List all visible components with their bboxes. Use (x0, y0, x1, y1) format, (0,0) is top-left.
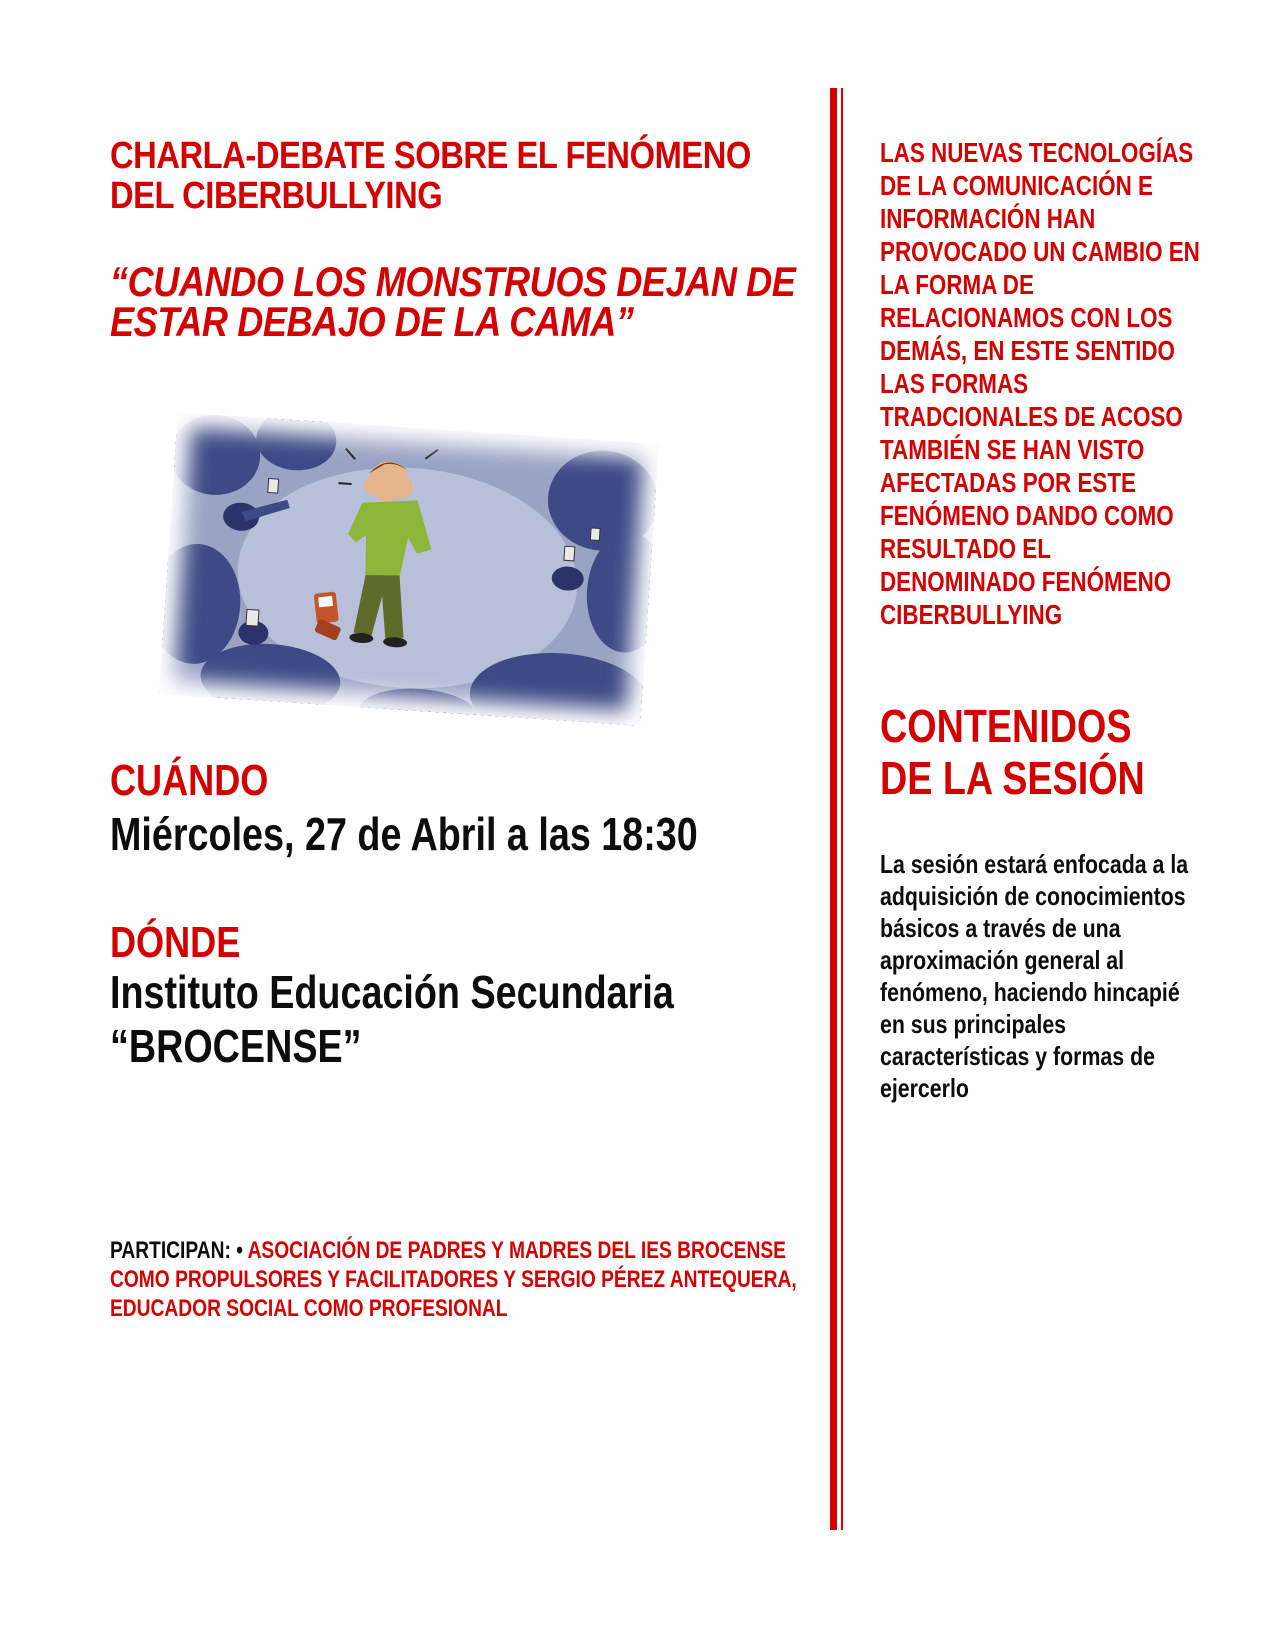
where-line1: Instituto Educación Secundaria (110, 966, 674, 1018)
participants-label: PARTICIPAN: • (110, 1237, 248, 1264)
sidebar-intro: LAS NUEVAS TECNOLOGÍAS DE LA COMUNICACIÓN E INFORMACIÓN HAN PROVOCADO UN CAMBIO EN LA FORMA DE RELACIONAMOS CON LOS DEMÁS, EN ESTE SENTIDO LAS FORMAS TRADCIONALES DE ACOSO TAMBIÉN SE HAN VISTO AFECTADAS POR ESTE FENÓMENO DANDO COMO RESULTADO EL DENOMINADO FENÓMENO CIBERBULLYING (880, 137, 1200, 630)
participants (110, 1236, 798, 1323)
when-label: CUÁNDO (110, 756, 269, 805)
sidebar-body: La sesión estará enfocada a la adquisición de conocimientos básicos a través de una aproximación general al fenómeno, haciendo hincapié en sus principales características y formas de ejercerlo (880, 849, 1189, 1103)
column-divider (830, 88, 837, 1530)
where-label: DÓNDE (110, 918, 241, 967)
event-subtitle: “CUANDO LOS MONSTRUOS DEJAN DE ESTAR DEBAJO DE LA CAMA” (110, 258, 796, 345)
where-line2: “BROCENSE” (110, 1020, 362, 1072)
sidebar-heading: CONTENIDOS DE LA SESIÓN (880, 700, 1145, 804)
event-title: CHARLA-DEBATE SOBRE EL FENÓMENO DEL CIBERBULLYING (110, 135, 751, 217)
cyberbullying-illustration (159, 412, 659, 725)
column-divider-thin (841, 88, 843, 1530)
when-value: Miércoles, 27 de Abril a las 18:30 (110, 808, 698, 860)
participants-text: ASOCIACIÓN DE PADRES Y MADRES DEL IES BROCENSE COMO PROPULSORES Y FACILITADORES Y SERGIO PÉREZ ANTEQUERA, EDUCADOR SOCIAL COMO PROFESIONAL (110, 1237, 797, 1322)
